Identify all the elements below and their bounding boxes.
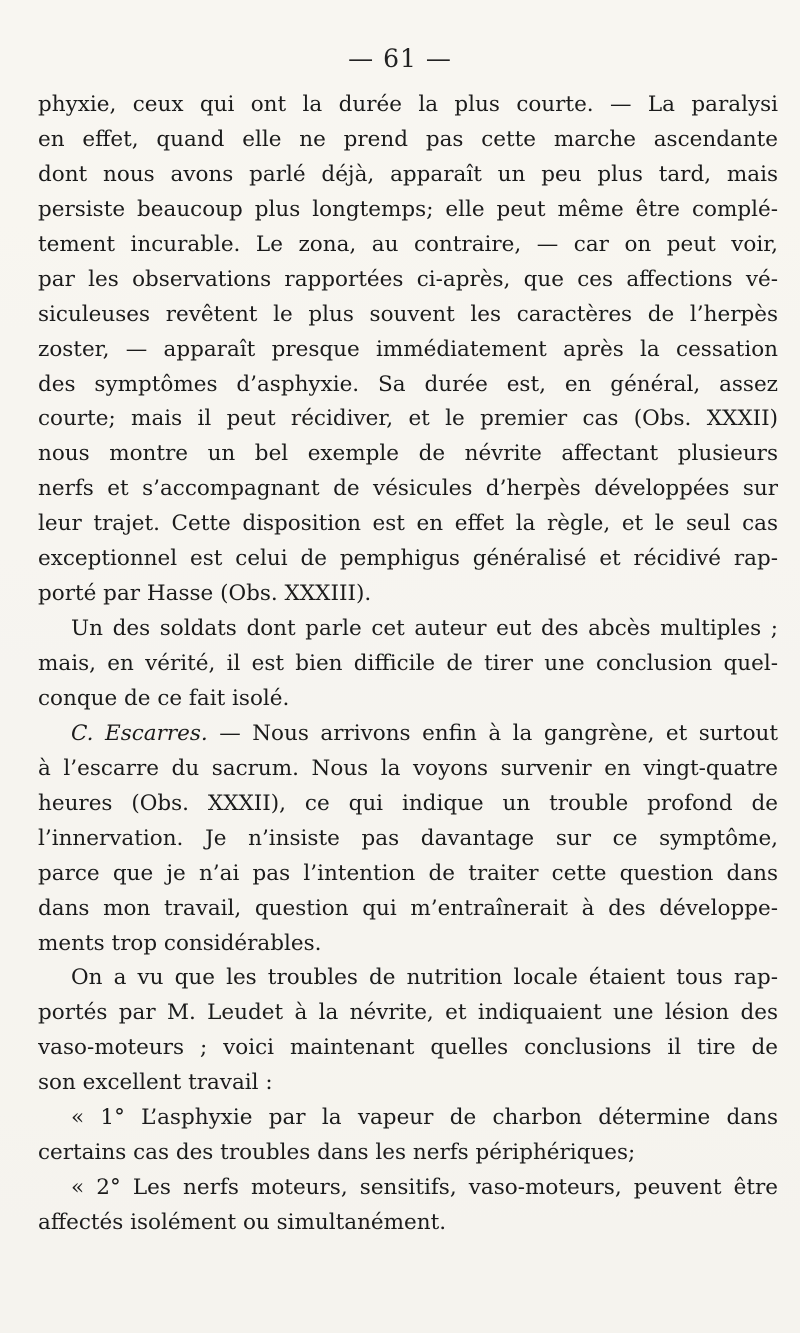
text-line: heures (Obs. XXXII), ce qui indique un trouble profond de <box>38 790 778 816</box>
text-line: porté par Hasse (Obs. XXXIII). <box>38 581 372 607</box>
text-line: l’innervation. Je n’insiste pas davantage sur ce symptôme, <box>38 825 778 851</box>
text-line <box>38 717 778 752</box>
text-line: par les observations rapportées ci-après, que ces affections vé- <box>38 266 778 292</box>
text-line: son excellent travail : <box>38 1070 273 1096</box>
text-line: nerfs et s’accompagnant de vésicules d’herpès développées sur <box>38 476 778 502</box>
text-line: On a vu que les troubles de nutrition locale étaient tous rap- <box>71 965 778 991</box>
text-line: siculeuses revêtent le plus souvent les caractères de l’herpès <box>38 301 778 327</box>
text-line: courte; mais il peut récidiver, et le premier cas (Obs. XXXII) <box>38 406 778 432</box>
text-line: tement incurable. Le zona, au contraire, — car on peut voir, <box>38 231 778 257</box>
text-line: phyxie, ceux qui ont la durée la plus courte. — La paralysi <box>38 92 778 117</box>
text-line: nous montre un bel exemple de névrite affectant plusieurs <box>38 441 778 467</box>
text-line: « 2° Les nerfs moteurs, sensitifs, vaso-moteurs, peuvent être <box>71 1175 778 1201</box>
text-line: Un des soldats dont parle cet auteur eut des abcès multiples ; <box>71 616 778 642</box>
body-text <box>38 88 778 1241</box>
text-line: dans mon travail, question qui m’entraînerait à des développe- <box>38 895 778 921</box>
text-line: vaso-moteurs ; voici maintenant quelles conclusions il tire de <box>38 1035 778 1061</box>
text-line: affectés isolément ou simultanément. <box>38 1210 447 1235</box>
text-line: en effet, quand elle ne prend pas cette marche ascendante <box>38 126 778 152</box>
text-line: mais, en vérité, il est bien difficile de tirer une conclusion quel- <box>38 651 778 676</box>
text-line: des symptômes d’asphyxie. Sa durée est, en général, assez <box>38 371 778 397</box>
page-number: — 61 — <box>348 44 452 73</box>
text-line: certains cas des troubles dans les nerfs périphériques; <box>38 1140 636 1166</box>
text-line: dont nous avons parlé déjà, apparaît un peu plus tard, mais <box>38 161 778 187</box>
text-line: parce que je n’ai pas l’intention de traiter cette question dans <box>38 860 778 886</box>
text-line: « 1° L’asphyxie par la vapeur de charbon détermine dans <box>71 1105 778 1131</box>
section-heading: C. Escarres. <box>71 720 220 746</box>
text-line: exceptionnel est celui de pemphigus généralisé et récidivé rap- <box>38 546 778 572</box>
text-line: portés par M. Leudet à la névrite, et indiquaient une lésion des <box>38 1000 778 1026</box>
text-line: persiste beaucoup plus longtemps; elle peut même être complé- <box>38 196 778 222</box>
text-line: conque de ce fait isolé. <box>38 685 290 711</box>
text-line: zoster, — apparaît presque immédiatement après la cessation <box>38 336 778 362</box>
text-line: à l’escarre du sacrum. Nous la voyons survenir en vingt-quatre <box>38 755 778 781</box>
text-line-body: — Nous arrivons enfin à la gangrène, et surtout <box>219 720 778 746</box>
text-line: ments trop considérables. <box>38 930 322 956</box>
text-line: leur trajet. Cette disposition est en effet la règle, et le seul cas <box>38 511 778 537</box>
